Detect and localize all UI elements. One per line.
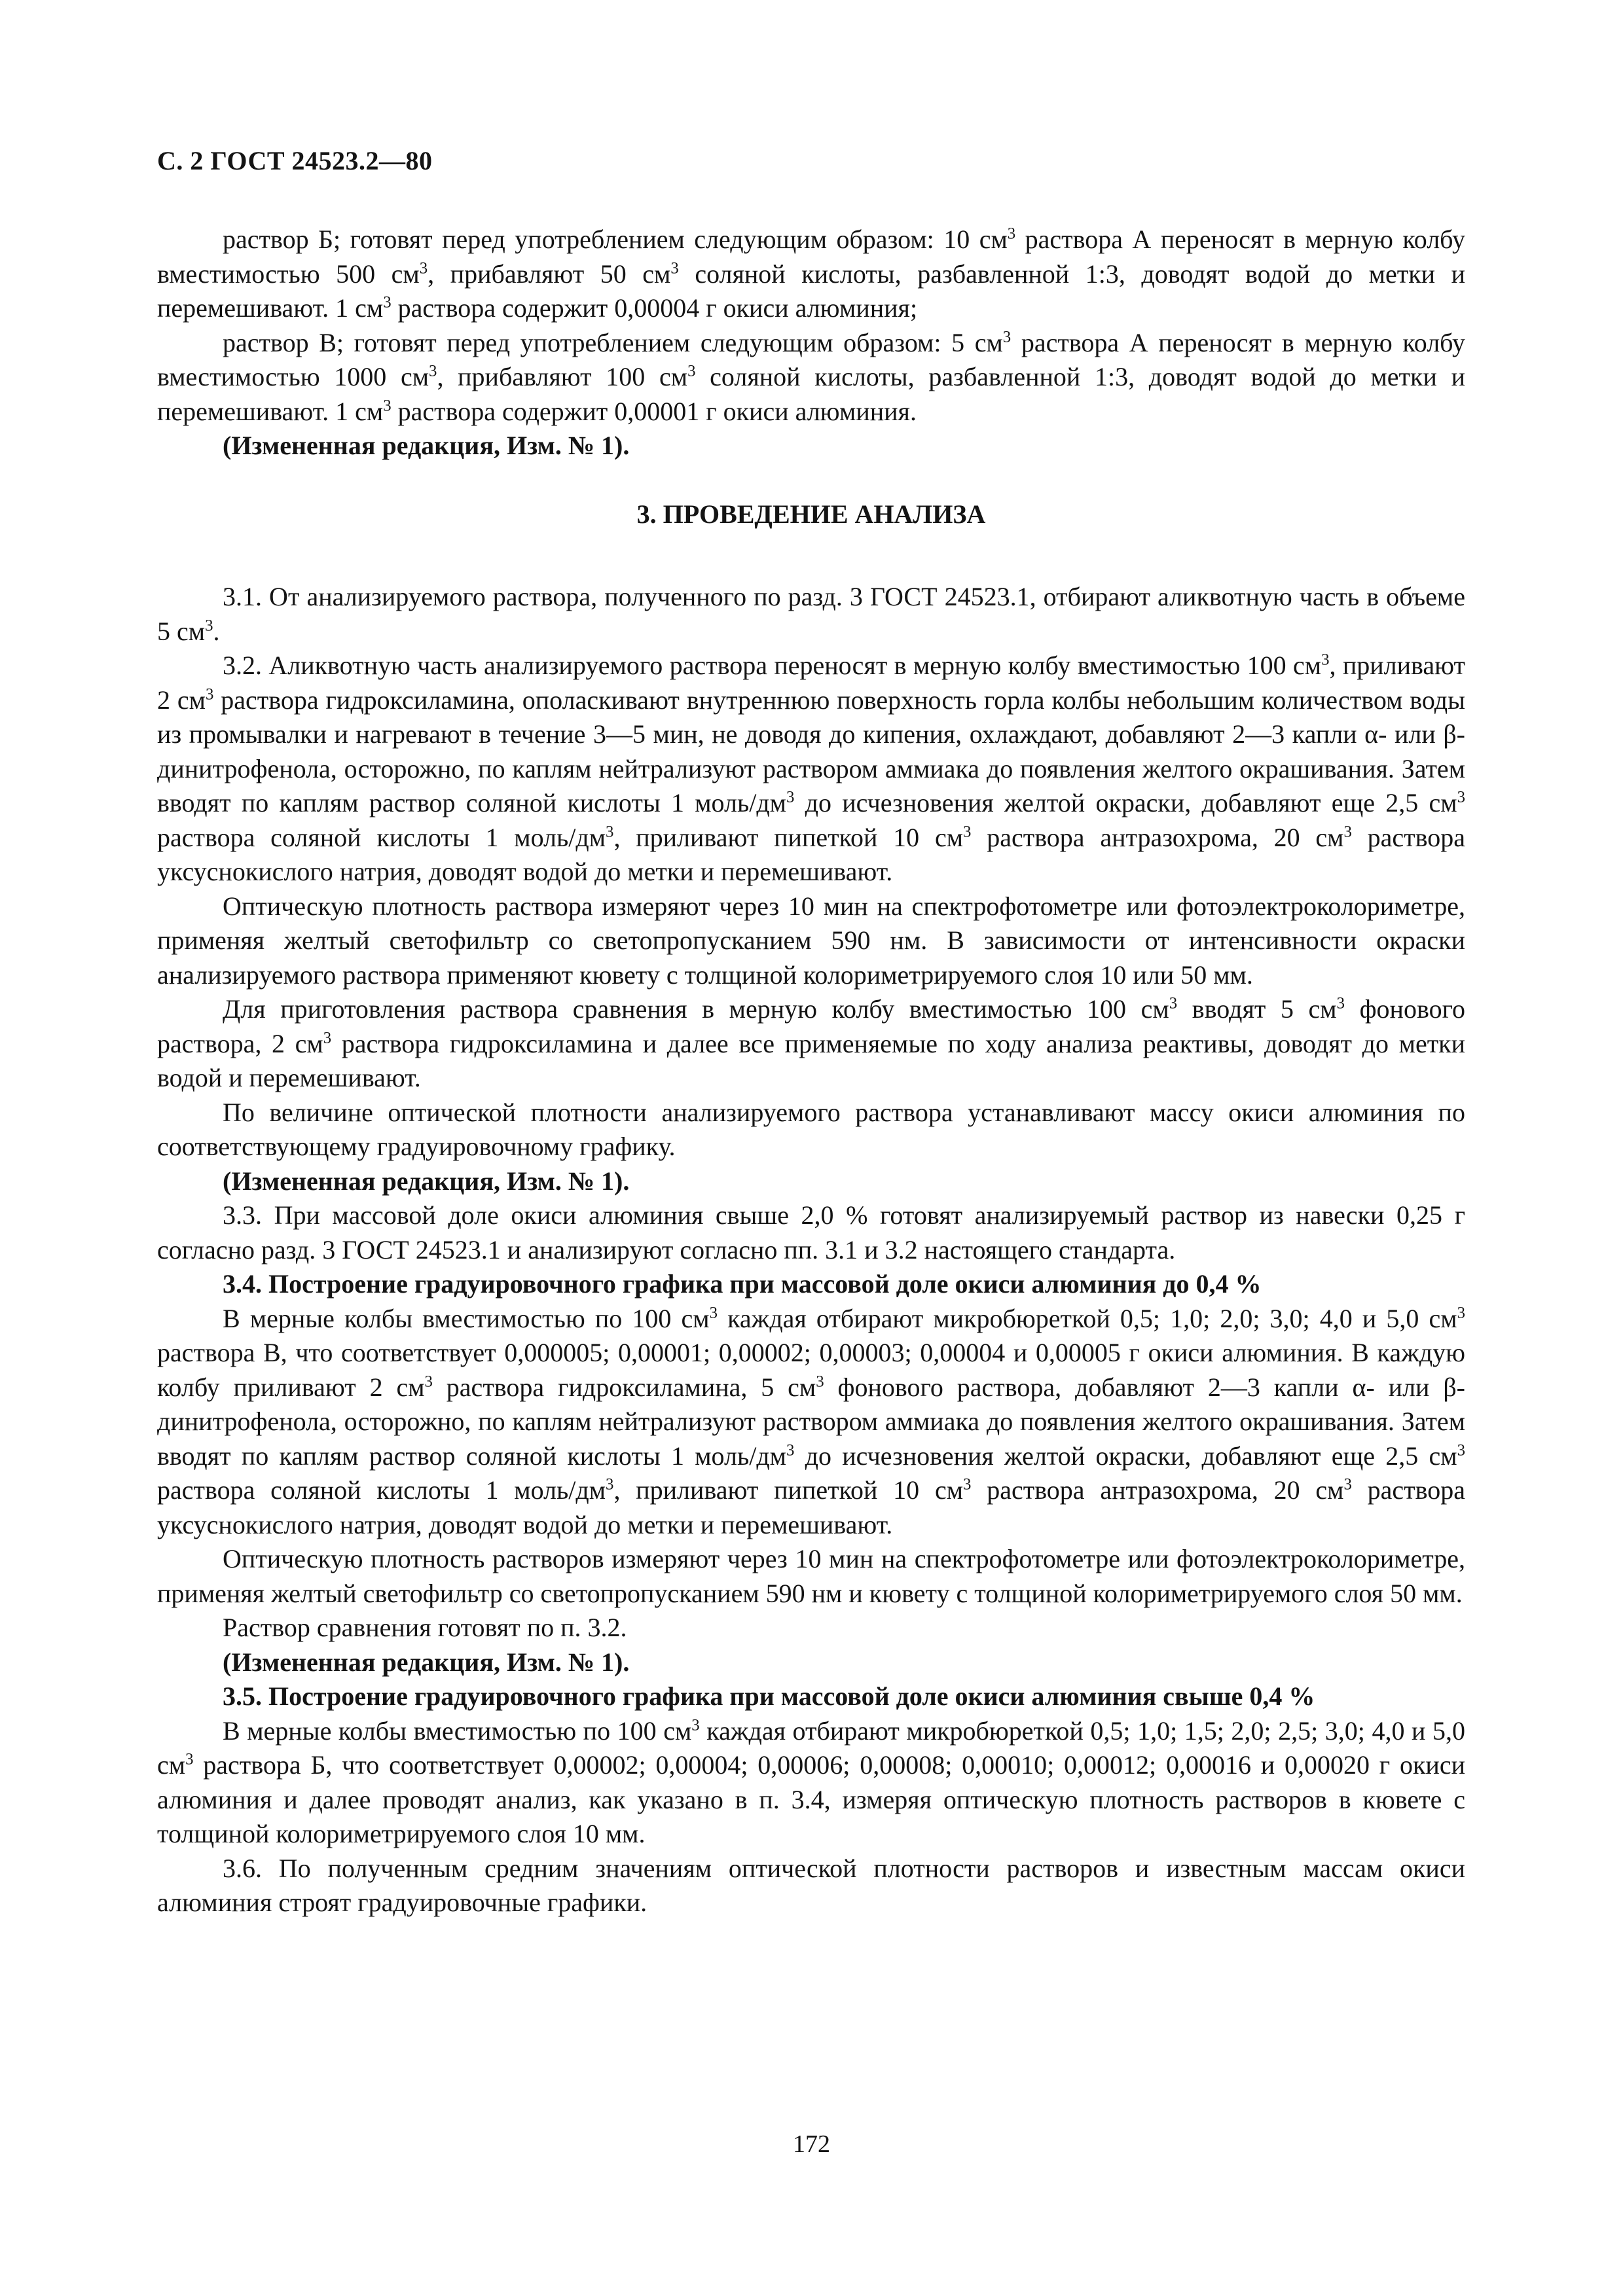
bold-paragraph: (Измененная редакция, Изм. № 1). xyxy=(223,431,630,460)
paragraph: 3.1. От анализируемого раствора, полученного по разд. 3 ГОСТ 24523.1, отбирают аликвотную часть в объеме 5 $см^3$. xyxy=(157,582,1465,646)
page-number: 172 xyxy=(793,2130,830,2158)
paragraph: Для приготовления раствора сравнения в мерную колбу вместимостью 100 $см^3$ вводят 5 $см^3$ фонового раствора, 2 $см^3$ раствора гидроксиламина и далее все применяемые по ходу анализа реактивы, доводят до метки водой и перемешивают. xyxy=(157,994,1466,1092)
paragraph: раствор В; готовят перед употреблением следующим образом: 5 $см^3$ раствора А переносят в мерную колбу вместимостью 1000 $см^3$, прибавляют 100 $см^3$ соляной кислоты, разбавленной 1:3, доводят водой до метки и перемешивают. 1 $см^3$ раствора содержит 0,00001 г окиси алюминия. xyxy=(157,327,1465,426)
paragraph: 3.3. При массовой доле окиси алюминия свыше 2,0 % готовят анализируемый раствор из навески 0,25 г согласно разд. 3 ГОСТ 24523.1 и анализируют согласно пп. 3.1 и 3.2 настоящего стандарта. xyxy=(157,1200,1465,1265)
bold-paragraph: 3.5. Построение градуировочного графика при массовой доле окиси алюминия свыше 0,4 % xyxy=(223,1681,1315,1711)
bold-paragraph: (Измененная редакция, Изм. № 1). xyxy=(223,1166,630,1196)
bold-paragraph: 3.4. Построение градуировочного графика при массовой доле окиси алюминия до 0,4 % xyxy=(223,1269,1262,1299)
paragraph: 3.6. По полученным средним значениям оптической плотности растворов и известным массам окиси алюминия строят градуировочные графики. xyxy=(157,1853,1465,1917)
section-title: 3. ПРОВЕДЕНИЕ АНАЛИЗА xyxy=(636,499,986,529)
paragraph: Раствор сравнения готовят по п. 3.2. xyxy=(223,1613,627,1642)
paragraph: Оптическую плотность растворов измеряют через 10 мин на спектрофотометре или фотоэлектроколориметре, применяя желтый светофильтр со светопропусканием 590 нм и кювету с толщиной колориметрируемого слоя 50 мм. xyxy=(157,1544,1465,1608)
paragraph: По величине оптической плотности анализируемого раствора устанавливают массу окиси алюминия по соответствующему градуировочному графику. xyxy=(157,1097,1465,1161)
page-header: С. 2 ГОСТ 24523.2—80 xyxy=(157,146,433,175)
paragraph: В мерные колбы вместимостью по 100 $см^3$ каждая отбирают микробюреткой 0,5; 1,0; 2,0; 3,0; 4,0 и 5,0 $см^3$ раствора В, что соответствует 0,000005; 0,00001; 0,00002; 0,00003; 0,00004 и 0,00005 г окиси алюминия. В каждую колбу приливают 2 $см^3$ раствора гидроксиламина, 5 $см^3$ фонового раствора, добавляют 2—3 капли α- или β-динитрофенола, осторожно, по каплям нейтрализуют раствором аммиака до появления желтого окрашивания. Затем вводят по каплям раствор соляной кислоты 1 моль/$дм^3$ до исчезновения желтой окраски, добавляют еще 2,5 $см^3$ раствора соляной кислоты 1 моль/$дм^3$, приливают пипеткой 10 $см^3$ раствора антразохрома, 20 $см^3$ раствора уксуснокислого натрия, доводят водой до метки и перемешивают. xyxy=(157,1303,1466,1539)
document-body xyxy=(157,223,1465,1920)
paragraph: В мерные колбы вместимостью по 100 $см^3$ каждая отбирают микробюреткой 0,5; 1,0; 1,5; 2,0; 2,5; 3,0; 4,0 и 5,0 $см^3$ раствора Б, что соответствует 0,00002; 0,00004; 0,00006; 0,00008; 0,00010; 0,00012; 0,00016 и 0,00020 г окиси алюминия и далее проводят анализ, как указано в п. 3.4, измеряя оптическую плотность растворов в кювете с толщиной колориметрируемого слоя 10 мм. xyxy=(157,1715,1465,1848)
paragraph: раствор Б; готовят перед употреблением следующим образом: 10 $см^3$ раствора А переносят в мерную колбу вместимостью 500 $см^3$, прибавляют 50 $см^3$ соляной кислоты, разбавленной 1:3, доводят водой до метки и перемешивают. 1 $см^3$ раствора содержит 0,00004 г окиси алюминия; xyxy=(157,224,1465,323)
paragraph: 3.2. Аликвотную часть анализируемого раствора переносят в мерную колбу вместимостью 100 $см^3$, приливают 2 $см^3$ раствора гидроксиламина, ополаскивают внутреннюю поверхность горла колбы небольшим количеством воды из промывалки и нагревают в течение 3—5 мин, не доводя до кипения, охлаждают, добавляют 2—3 капли α- или β-динитрофенола, осторожно, по каплям нейтрализуют раствором аммиака до появления желтого окрашивания. Затем вводят по каплям раствор соляной кислоты 1 моль/$дм^3$ до исчезновения желтой окраски, добавляют еще 2,5 $см^3$ раствора соляной кислоты 1 моль/$дм^3$, приливают пипеткой 10 $см^3$ раствора антразохрома, 20 $см^3$ раствора уксуснокислого натрия, доводят водой до метки и перемешивают. xyxy=(157,651,1466,886)
paragraph: Оптическую плотность раствора измеряют через 10 мин на спектрофотометре или фотоэлектроколориметре, применяя желтый светофильтр со светопропусканием 590 нм. В зависимости от интенсивности окраски анализируемого раствора применяют кювету с толщиной колориметрируемого слоя 10 или 50 мм. xyxy=(157,891,1465,990)
bold-paragraph: (Измененная редакция, Изм. № 1). xyxy=(223,1647,630,1677)
